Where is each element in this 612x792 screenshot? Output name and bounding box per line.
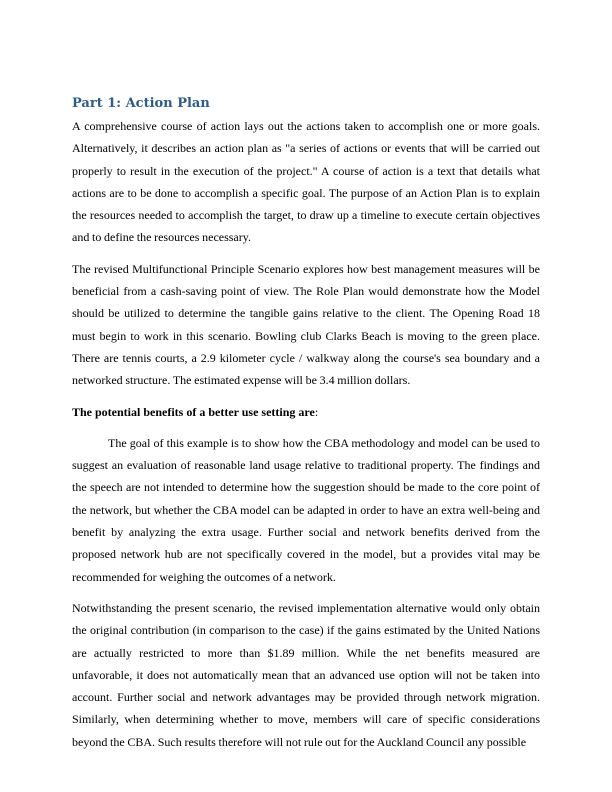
benefits-subheading [72,401,540,423]
paragraph-scenario-description: The revised Multifunctional Principle Scenario explores how best management measures will be beneficial from a cash-saving point of view. The Role Plan would demonstrate how the Model should be utilized to determine the tangible gains relative to the client. The Opening Road 18 must begin to work in this scenario. Bowling club Clarks Beach is moving to the green place. There are tennis courts, a 2.9 kilometer cycle / walkway along the course's sea boundary and a networked structure. The estimated expense will be 3.4 million dollars. [72,261,540,388]
paragraph-implementation-alternative: Notwithstanding the present scenario, the revised implementation alternative would only obtain the original contribution (in comparison to the case) if the gains estimated by the United Nations are actually restricted to more than $1.89 million. While the net benefits measured are unfavorable, it does not automatically mean that an advanced use option will not be taken into account. Further social and network advantages may be provided through network migration. Similarly, when determining whether to move, members will care of specific considerations beyond the CBA. Such results therefore will not rule out for the Auckland Council any possible [72,600,540,749]
benefits-subheading-text: The potential benefits of a better use setting are [72,404,315,419]
document-body [72,94,540,753]
benefits-subheading-colon: : [314,404,319,419]
paragraph-cba-goal: The goal of this example is to show how the CBA methodology and model can be used to suggest an evaluation of reasonable land usage relative to traditional property. The findings and the speech are not intended to determine how the suggestion should be made to the core point of the network, but whether the CBA model can be adapted in order to have an extra well-being and benefit by analyzing the extra usage. Further social and network benefits derived from the proposed network hub are not specifically covered in the model, but a provides vital may be recommended for weighing the outcomes of a network. [72,435,540,584]
section-heading: Part 1: Action Plan [72,96,210,111]
paragraph-action-plan-definition: A comprehensive course of action lays out the actions taken to accomplish one or more goals. Alternatively, it describes an action plan as "a series of actions or events that will be carried out properly to result in the execution of the project." A course of action is a text that details what actions are to be done to accomplish a specific goal. The purpose of an Action Plan is to explain the resources needed to accomplish the target, to draw up a timeline to execute certain objectives and to define the resources necessary. [72,119,540,245]
